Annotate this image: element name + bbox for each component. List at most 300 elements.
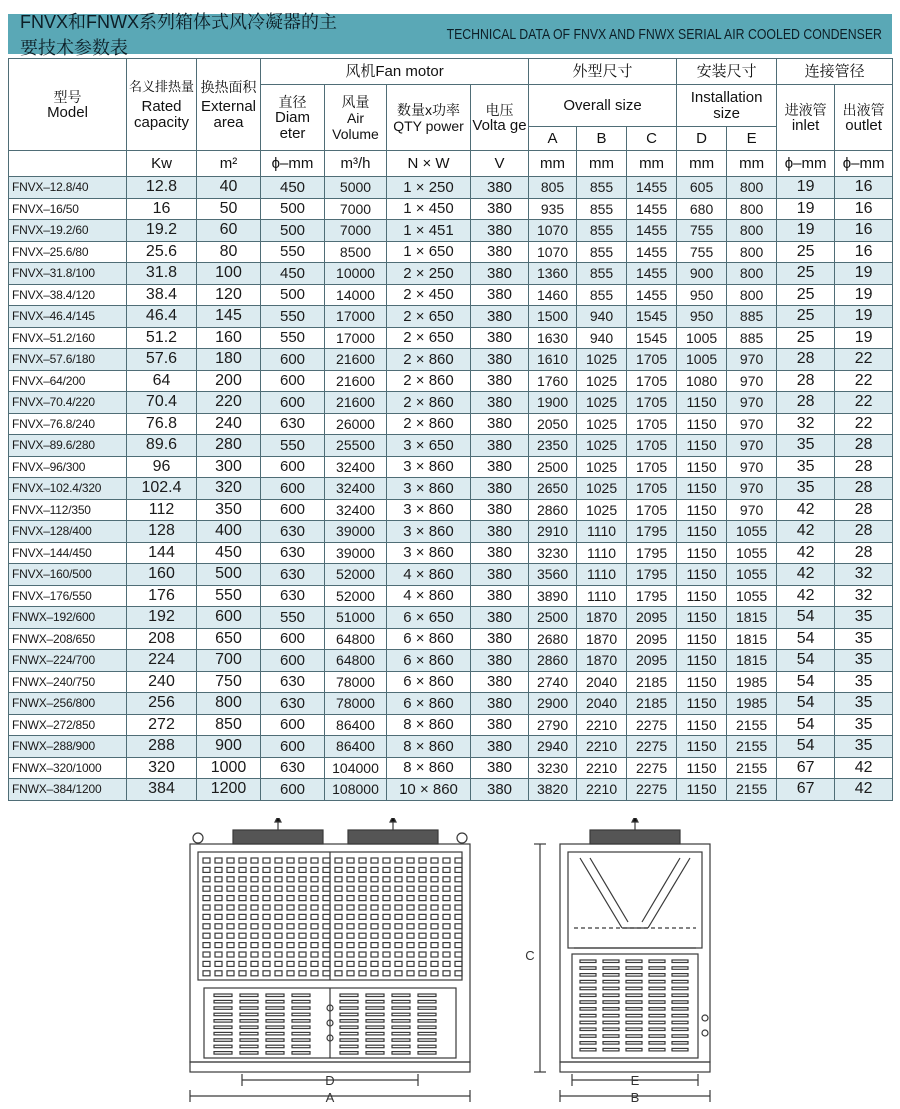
vent-slot [443,961,450,966]
vent-slot [366,994,384,997]
data-cell: 550 [197,585,261,607]
vent-slot [383,924,390,929]
vent-slot [580,1042,596,1045]
vent-slot [366,1045,384,1048]
table-row [9,263,893,285]
data-cell: 970 [727,478,777,500]
vent-slot [419,952,426,957]
vent-slot [311,914,318,919]
data-cell: 550 [261,327,325,349]
data-cell: 400 [197,521,261,543]
data-cell: 885 [727,327,777,349]
vent-slot [626,987,642,990]
vent-slot [359,886,366,891]
side-slots [580,960,688,1051]
vent-slot [340,1039,358,1042]
vent-slot [366,1052,384,1055]
vent-slot [311,961,318,966]
vent-slot [392,1013,410,1016]
data-cell: 2940 [529,736,577,758]
vent-slot [240,1026,258,1029]
data-cell: 22 [835,392,893,414]
data-cell: 4 × 860 [387,564,471,586]
lifting-eye-right [457,833,467,843]
data-cell: 35 [835,607,893,629]
vent-slot [672,967,688,970]
data-cell: 42 [835,757,893,779]
data-cell: 450 [197,542,261,564]
vent-slot [275,905,282,910]
vent-slot [215,961,222,966]
data-cell: 650 [197,628,261,650]
vent-slot [371,924,378,929]
data-cell: 380 [471,198,529,220]
header-dim-d: D [677,127,727,151]
vent-slot [335,952,342,957]
data-cell: 1705 [627,349,677,371]
header-air-volume: 风量 Air Volume [325,85,387,151]
data-cell: 350 [197,499,261,521]
table-row [9,478,893,500]
header-qty-power: 数量x功率 QTY power [387,85,471,151]
lifting-eye-left [193,833,203,843]
vent-slot [299,952,306,957]
vent-slot [392,1020,410,1023]
data-cell: 3 × 860 [387,478,471,500]
vent-slot [418,1007,436,1010]
vent-slot [407,961,414,966]
data-cell: 1055 [727,564,777,586]
fan-motor-left [233,830,323,844]
vent-slot [359,914,366,919]
vent-slot [431,914,438,919]
vent-slot [263,943,270,948]
data-cell: 1150 [677,757,727,779]
vent-slot [203,914,210,919]
data-cell: 855 [577,284,627,306]
header-install-en: Installation size [677,85,777,127]
table-row [9,220,893,242]
data-cell: 1705 [627,392,677,414]
vent-slot [263,952,270,957]
vent-slot [311,952,318,957]
vent-slot [263,877,270,882]
data-cell: 1455 [627,263,677,285]
data-cell: 160 [127,564,197,586]
vent-slot [359,858,366,863]
data-cell: 67 [777,757,835,779]
data-cell: 630 [261,671,325,693]
data-cell: 1150 [677,693,727,715]
data-cell: 1025 [577,435,627,457]
vent-slot [455,971,462,976]
data-cell: 2155 [727,779,777,801]
vent-slot [649,1001,665,1004]
data-cell: 1150 [677,628,727,650]
data-cell: 380 [471,241,529,263]
data-cell: 600 [261,650,325,672]
dim-label-c: C [525,948,535,963]
vent-slot [215,971,222,976]
data-cell: 500 [197,564,261,586]
vent-slot [672,1001,688,1004]
vent-slot [603,1008,619,1011]
vent-slot [392,1045,410,1048]
header-pipe-cn: 连接管径 [777,59,893,85]
vent-slot [251,924,258,929]
data-cell: 605 [677,177,727,199]
vent-slot [227,877,234,882]
lower-slots [214,994,436,1054]
data-cell: 1815 [727,650,777,672]
vent-slot [335,914,342,919]
vent-slot [580,1008,596,1011]
data-cell: 380 [471,499,529,521]
vent-slot [392,1032,410,1035]
model-cell: FNVX–102.4/320 [9,478,127,500]
vent-slot [347,914,354,919]
data-cell: 380 [471,650,529,672]
unit-cell: m² [197,151,261,177]
vent-slot [455,933,462,938]
vent-slot [275,886,282,891]
vent-slot [395,933,402,938]
vent-slot [672,987,688,990]
data-cell: 46.4 [127,306,197,328]
vent-slot [263,886,270,891]
vent-slot [626,1048,642,1051]
units-row [9,151,893,177]
vent-slot [383,933,390,938]
data-cell: 120 [197,284,261,306]
vent-slot [311,905,318,910]
table-row [9,521,893,543]
data-cell: 855 [577,220,627,242]
vent-slot [603,1001,619,1004]
condenser-drawings [0,818,900,1109]
data-cell: 1455 [627,177,677,199]
data-cell: 35 [835,714,893,736]
vent-slot [251,886,258,891]
vent-slot [239,971,246,976]
data-cell: 2860 [529,650,577,672]
vent-slot [626,1001,642,1004]
vent-slot [335,943,342,948]
data-cell: 4 × 860 [387,585,471,607]
vent-slot [227,971,234,976]
vent-slot [366,1013,384,1016]
vent-slot [359,961,366,966]
data-cell: 102.4 [127,478,197,500]
data-cell: 25 [777,241,835,263]
vent-slot [419,933,426,938]
vent-slot [455,914,462,919]
vent-slot [214,1039,232,1042]
vent-slot [287,943,294,948]
vent-slot [299,905,306,910]
data-cell: 2650 [529,478,577,500]
vent-slot [418,1039,436,1042]
model-cell: FNWX–256/800 [9,693,127,715]
data-cell: 42 [777,564,835,586]
vent-slot [239,943,246,948]
vent-slot [251,933,258,938]
table-row [9,585,893,607]
data-cell: 550 [261,241,325,263]
vent-slot [227,867,234,872]
data-cell: 42 [777,521,835,543]
data-cell: 28 [777,370,835,392]
vent-slot [371,905,378,910]
data-cell: 1455 [627,198,677,220]
data-cell: 1 × 250 [387,177,471,199]
vent-slot [347,933,354,938]
model-cell: FNVX–51.2/160 [9,327,127,349]
vent-slot [395,952,402,957]
data-cell: 380 [471,607,529,629]
grille-slots [203,858,462,976]
data-cell: 86400 [325,736,387,758]
header-dim-a: A [529,127,577,151]
data-cell: 64 [127,370,197,392]
data-cell: 1455 [627,220,677,242]
data-cell: 1150 [677,650,727,672]
data-cell: 1545 [627,306,677,328]
vent-slot [366,1039,384,1042]
vent-slot [395,877,402,882]
data-cell: 700 [197,650,261,672]
vent-slot [443,867,450,872]
data-cell: 1460 [529,284,577,306]
table-row [9,779,893,801]
vent-slot [323,943,330,948]
data-cell: 1705 [627,478,677,500]
vent-slot [580,1035,596,1038]
data-cell: 320 [197,478,261,500]
data-cell: 2210 [577,714,627,736]
data-cell: 1025 [577,456,627,478]
side-arrow-head [632,818,638,822]
data-cell: 6 × 860 [387,628,471,650]
vent-slot [443,905,450,910]
vent-slot [311,867,318,872]
data-cell: 35 [835,671,893,693]
data-cell: 1 × 451 [387,220,471,242]
vent-slot [335,961,342,966]
unit-cell: Kw [127,151,197,177]
data-cell: 1795 [627,542,677,564]
vent-slot [299,867,306,872]
vent-slot [335,886,342,891]
vent-slot [383,943,390,948]
data-cell: 208 [127,628,197,650]
data-cell: 6 × 650 [387,607,471,629]
vent-slot [299,896,306,901]
vent-slot [203,896,210,901]
dim-label-a: A [325,1090,335,1105]
vent-slot [240,1007,258,1010]
table-row [9,757,893,779]
vent-slot [395,867,402,872]
vent-slot [455,924,462,929]
data-cell: 6 × 860 [387,693,471,715]
data-cell: 128 [127,521,197,543]
data-cell: 39000 [325,542,387,564]
vent-slot [359,867,366,872]
vent-slot [419,867,426,872]
vent-slot [203,933,210,938]
data-cell: 2 × 860 [387,392,471,414]
data-cell: 2 × 650 [387,306,471,328]
table-row [9,392,893,414]
technical-data-table [8,58,893,801]
vent-slot [275,961,282,966]
vent-slot [335,933,342,938]
vent-slot [359,933,366,938]
vent-slot [392,1039,410,1042]
data-cell: 970 [727,370,777,392]
data-cell: 200 [197,370,261,392]
data-cell: 630 [261,564,325,586]
data-cell: 380 [471,284,529,306]
vent-slot [292,1039,310,1042]
vent-slot [418,1026,436,1029]
header-outlet: 出液管 outlet [835,85,893,151]
data-cell: 54 [777,671,835,693]
data-cell: 272 [127,714,197,736]
data-cell: 6 × 860 [387,671,471,693]
arrow-head-left [275,818,281,822]
data-cell: 3 × 650 [387,435,471,457]
vent-slot [203,971,210,976]
vent-slot [287,952,294,957]
data-cell: 1795 [627,564,677,586]
vent-slot [239,905,246,910]
vent-slot [672,1048,688,1051]
vent-slot [227,924,234,929]
vent-slot [626,1021,642,1024]
vent-slot [203,924,210,929]
data-cell: 1150 [677,607,727,629]
vent-slot [649,974,665,977]
data-cell: 12.8 [127,177,197,199]
vent-slot [580,1048,596,1051]
vent-slot [263,896,270,901]
vent-slot [227,914,234,919]
data-cell: 16 [835,177,893,199]
data-cell: 1500 [529,306,577,328]
data-cell: 89.6 [127,435,197,457]
vent-slot [407,886,414,891]
vent-slot [347,905,354,910]
vent-slot [215,858,222,863]
data-cell: 380 [471,263,529,285]
vent-slot [203,943,210,948]
data-cell: 22 [835,413,893,435]
data-cell: 380 [471,585,529,607]
data-cell: 1985 [727,671,777,693]
data-cell: 31.8 [127,263,197,285]
vent-slot [287,924,294,929]
vent-slot [392,1052,410,1055]
data-cell: 1150 [677,542,727,564]
vent-slot [431,952,438,957]
vent-slot [203,867,210,872]
data-cell: 28 [835,478,893,500]
vent-slot [431,905,438,910]
vent-slot [371,858,378,863]
vent-slot [340,1013,358,1016]
vent-slot [287,858,294,863]
vent-slot [299,858,306,863]
vent-slot [603,994,619,997]
data-cell: 240 [197,413,261,435]
vent-slot [340,1007,358,1010]
data-cell: 1110 [577,564,627,586]
data-cell: 2790 [529,714,577,736]
data-cell: 855 [577,241,627,263]
data-cell: 220 [197,392,261,414]
data-cell: 600 [261,499,325,521]
vent-slot [323,858,330,863]
data-cell: 35 [835,628,893,650]
data-cell: 21600 [325,349,387,371]
vent-slot [239,896,246,901]
data-cell: 224 [127,650,197,672]
data-cell: 1900 [529,392,577,414]
vent-slot [239,858,246,863]
vent-slot [203,952,210,957]
data-cell: 380 [471,327,529,349]
vent-slot [335,877,342,882]
data-cell: 550 [261,306,325,328]
vent-slot [371,943,378,948]
vent-slot [347,952,354,957]
vent-slot [366,1000,384,1003]
table-row [9,650,893,672]
vent-slot [214,1007,232,1010]
data-cell: 855 [577,263,627,285]
data-cell: 8500 [325,241,387,263]
vent-slot [392,1007,410,1010]
data-cell: 380 [471,220,529,242]
data-cell: 16 [835,241,893,263]
data-cell: 2860 [529,499,577,521]
data-cell: 1150 [677,779,727,801]
data-cell: 2095 [627,628,677,650]
vent-slot [311,971,318,976]
vent-slot [214,1052,232,1055]
data-cell: 1455 [627,241,677,263]
vent-slot [266,1013,284,1016]
data-cell: 1070 [529,241,577,263]
data-cell: 86400 [325,714,387,736]
data-cell: 288 [127,736,197,758]
vent-slot [323,924,330,929]
vent-slot [371,952,378,957]
vent-slot [266,1007,284,1010]
data-cell: 1150 [677,435,727,457]
data-cell: 855 [577,177,627,199]
data-cell: 970 [727,435,777,457]
vent-slot [251,896,258,901]
vent-slot [366,1032,384,1035]
vent-slot [323,933,330,938]
model-cell: FNWX–272/850 [9,714,127,736]
vent-slot [323,952,330,957]
vent-slot [431,858,438,863]
header-dim-b: B [577,127,627,151]
